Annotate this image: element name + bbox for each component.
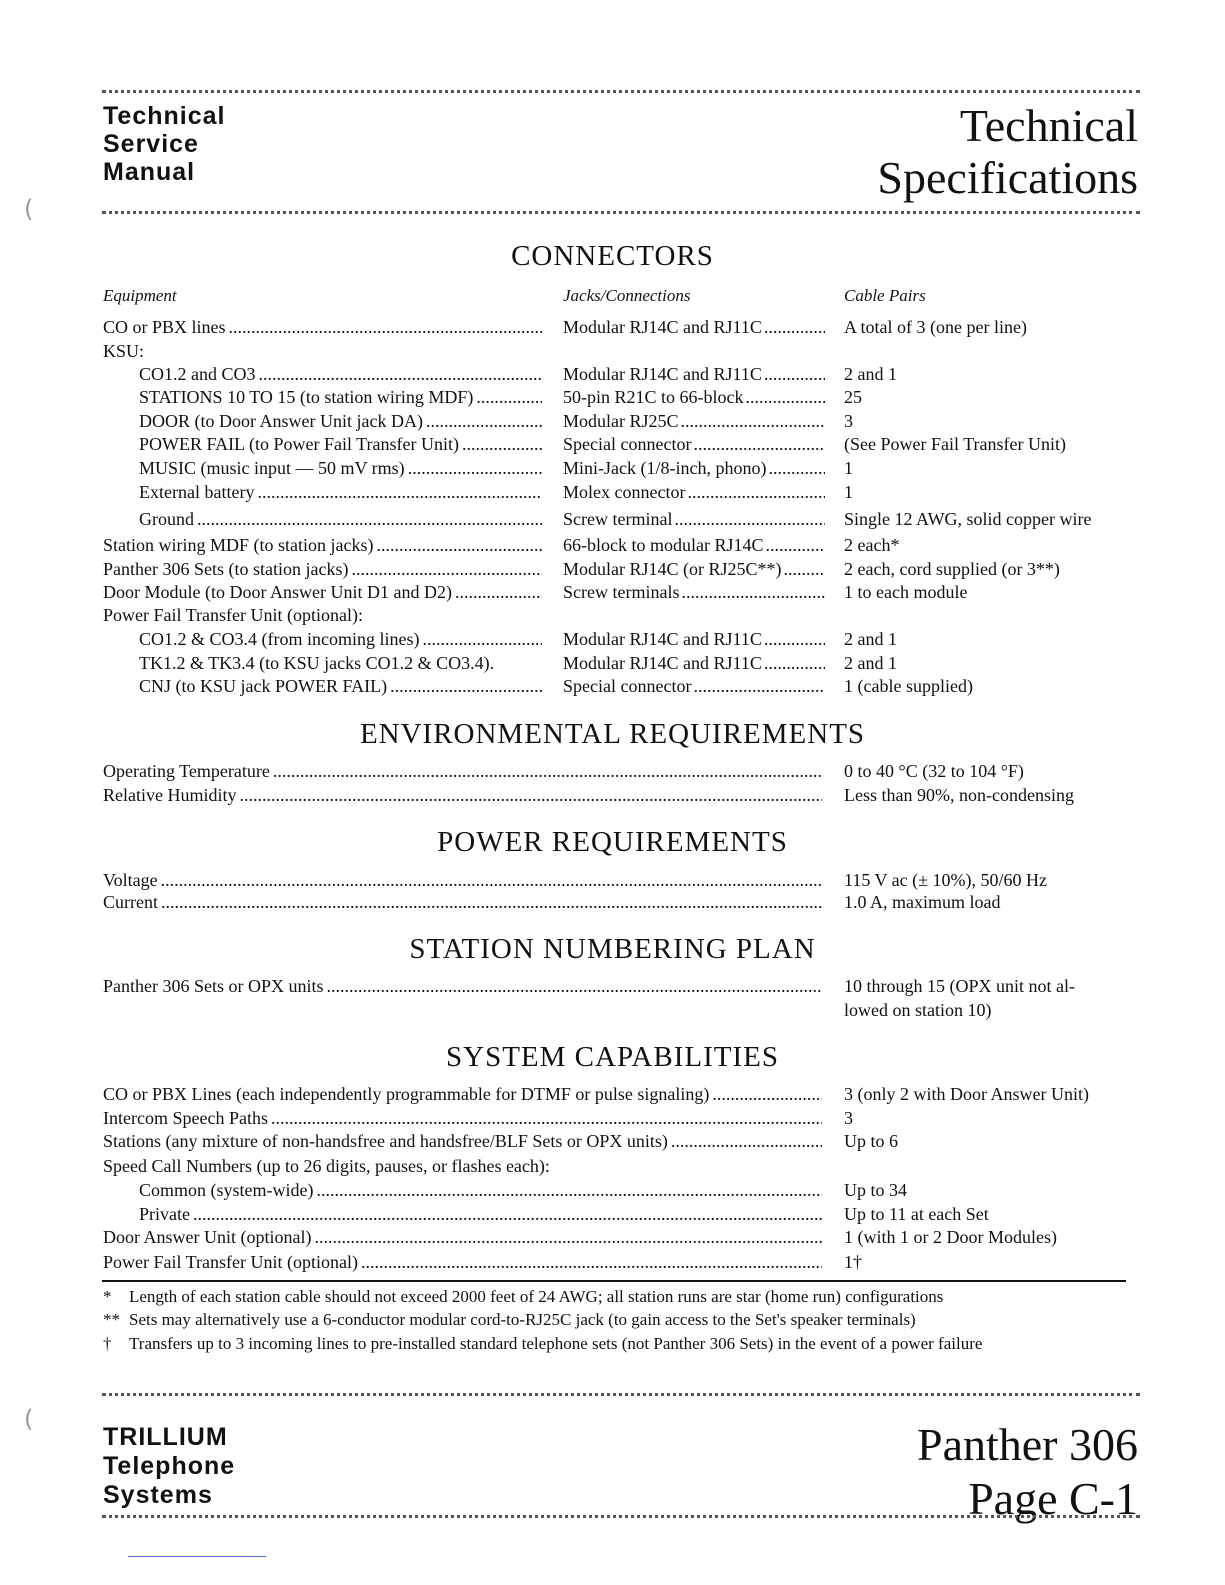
- spec-value: 1 (with 1 or 2 Door Modules): [844, 1227, 1057, 1247]
- footnote-item: [103, 1309, 916, 1331]
- column-header-jacks: Jacks/Connections: [563, 286, 691, 305]
- jack-cell: [563, 481, 825, 504]
- table-row: [0, 760, 1225, 783]
- dot-leader: [193, 1203, 822, 1226]
- row-label: Speed Call Numbers (up to 26 digits, pauses, or flashes each):: [103, 1156, 550, 1176]
- row-label-cell: [139, 363, 542, 386]
- table-row: [0, 975, 1225, 1020]
- cable-pairs: 1 to each module: [844, 582, 968, 602]
- company-name: [103, 1423, 235, 1510]
- jack-label: 50-pin R21C to 66-block: [563, 387, 744, 407]
- jack-label: Modular RJ14C and RJ11C: [563, 629, 762, 649]
- spec-value: Up to 34: [844, 1180, 907, 1200]
- footnote-item: [103, 1333, 982, 1355]
- table-row: [0, 340, 1225, 363]
- manual-title-line: Manual: [103, 158, 196, 186]
- spec-value: 3 (only 2 with Door Answer Unit): [844, 1084, 1089, 1104]
- company-name-line: TRILLIUM: [103, 1423, 228, 1451]
- row-label: KSU:: [103, 341, 145, 361]
- table-row: [0, 675, 1225, 698]
- footnote-mark: **: [103, 1310, 120, 1329]
- company-name-line: Systems: [103, 1481, 213, 1509]
- dot-leader: [764, 316, 825, 339]
- dot-leader: [408, 457, 542, 480]
- row-label: Voltage: [103, 870, 158, 890]
- row-label-cell: [139, 386, 542, 409]
- row-label-cell: [103, 340, 542, 363]
- dot-leader: [712, 1083, 822, 1106]
- jack-cell: [563, 433, 825, 456]
- row-label-cell: [139, 508, 542, 531]
- environmental-heading: ENVIRONMENTAL REQUIREMENTS: [359, 718, 866, 750]
- spec-value: Up to 11 at each Set: [844, 1204, 989, 1224]
- table-row: [0, 1203, 1225, 1226]
- dot-leader: [764, 363, 825, 386]
- jack-cell: [563, 628, 825, 651]
- header-bottom-rule: [102, 211, 1140, 214]
- footnote-rule: [102, 1280, 1126, 1282]
- row-label: Door Answer Unit (optional): [103, 1227, 312, 1247]
- row-label-cell: [103, 534, 542, 557]
- dot-leader: [746, 386, 826, 409]
- dot-leader: [693, 433, 825, 456]
- footnote-mark: †: [103, 1334, 112, 1353]
- jack-cell: [563, 675, 825, 698]
- table-row: [0, 869, 1225, 892]
- dot-leader: [764, 652, 825, 675]
- jack-cell: [563, 534, 825, 557]
- row-label: TK1.2 & TK3.4 (to KSU jacks CO1.2 & CO3.4).: [139, 653, 495, 673]
- row-label-cell: [139, 652, 542, 675]
- jack-cell: [563, 410, 825, 433]
- power-heading: POWER REQUIREMENTS: [437, 826, 788, 858]
- spec-value: Less than 90%, non-condensing: [844, 785, 1074, 805]
- cable-pairs: 2 each*: [844, 535, 900, 555]
- jack-label: Modular RJ14C (or RJ25C**): [563, 559, 782, 579]
- chapter-title-line: Technical: [959, 100, 1138, 151]
- row-label: CO1.2 & CO3.4 (from incoming lines): [139, 629, 420, 649]
- dot-leader: [161, 891, 822, 914]
- cable-pairs: 25: [844, 387, 862, 407]
- cable-pairs: 2 each, cord supplied (or 3**): [844, 559, 1060, 579]
- dot-leader: [687, 481, 825, 504]
- header-top-rule: [102, 90, 1140, 93]
- table-row: [0, 386, 1225, 409]
- table-row: [0, 1179, 1225, 1202]
- row-label: Relative Humidity: [103, 785, 237, 805]
- jack-label: Molex connector: [563, 482, 686, 502]
- footer-bottom-rule: [102, 1515, 1140, 1518]
- row-label-cell: [139, 457, 542, 480]
- dot-leader: [426, 410, 542, 433]
- row-label: MUSIC (music input — 50 mV rms): [139, 458, 405, 478]
- column-header-equipment: Equipment: [103, 286, 177, 305]
- jack-label: Modular RJ14C and RJ11C: [563, 317, 762, 337]
- row-label: Panther 306 Sets or OPX units: [103, 976, 324, 996]
- jack-cell: [563, 386, 825, 409]
- column-header-cable-pairs: Cable Pairs: [844, 286, 926, 305]
- row-label-cell: [103, 1107, 822, 1130]
- table-row: [0, 1251, 1225, 1274]
- table-row: [0, 558, 1225, 581]
- row-label: External battery: [139, 482, 255, 502]
- row-label-cell: [139, 1203, 822, 1226]
- row-label: Power Fail Transfer Unit (optional):: [103, 605, 363, 625]
- scan-edge-line: [128, 1556, 266, 1557]
- spec-value: 0 to 40 °C (32 to 104 °F): [844, 761, 1024, 781]
- table-row: [0, 628, 1225, 651]
- footnote-text: Transfers up to 3 incoming lines to pre-installed standard telephone sets (not Panther 306 Sets) in the event of a power failure: [129, 1334, 983, 1353]
- cable-pairs: 2 and 1: [844, 629, 897, 649]
- row-label-cell: [103, 558, 542, 581]
- capabilities-heading: SYSTEM CAPABILITIES: [446, 1041, 779, 1073]
- manual-title-line: Service: [103, 130, 199, 158]
- chapter-title: [877, 100, 1138, 204]
- row-label: CO or PBX lines: [103, 317, 226, 337]
- dot-leader: [316, 1179, 822, 1202]
- table-row: [0, 534, 1225, 557]
- row-label-cell: [139, 675, 542, 698]
- row-label-cell: [103, 1226, 822, 1249]
- row-label-cell: [139, 1179, 822, 1202]
- table-row: [0, 363, 1225, 386]
- jack-label: Modular RJ25C: [563, 411, 679, 431]
- dot-leader: [161, 869, 822, 892]
- row-label: Power Fail Transfer Unit (optional): [103, 1252, 358, 1272]
- row-label: Stations (any mixture of non-handsfree and handsfree/BLF Sets or OPX units): [103, 1131, 668, 1151]
- dot-leader: [390, 675, 542, 698]
- dot-leader: [314, 1226, 822, 1249]
- dot-leader: [327, 975, 823, 998]
- jack-label: Modular RJ14C and RJ11C: [563, 364, 762, 384]
- table-row: [0, 457, 1225, 480]
- product-page: [917, 1418, 1138, 1526]
- spec-value: Up to 6: [844, 1131, 898, 1151]
- row-label: Door Module (to Door Answer Unit D1 and D2): [103, 582, 452, 602]
- cable-pairs: Single 12 AWG, solid copper wire: [844, 509, 1092, 529]
- row-label-cell: [103, 760, 822, 783]
- row-label: Ground: [139, 509, 194, 529]
- footnote-text: Length of each station cable should not exceed 2000 feet of 24 AWG; all station runs are star (home run) configurations: [129, 1287, 944, 1306]
- row-label-cell: [103, 1083, 822, 1106]
- jack-label: Special connector: [563, 676, 692, 696]
- jack-label: Special connector: [563, 434, 692, 454]
- connectors-heading: CONNECTORS: [511, 240, 714, 272]
- jack-label: Screw terminal: [563, 509, 673, 529]
- table-row: [0, 1130, 1225, 1153]
- jack-cell: [563, 363, 825, 386]
- row-label: Panther 306 Sets (to station jacks): [103, 559, 349, 579]
- footnote-text: Sets may alternatively use a 6-conductor modular cord-to-RJ25C jack (to gain access to the Set's speaker terminals): [129, 1310, 916, 1329]
- table-row: [0, 652, 1225, 675]
- table-row: [0, 433, 1225, 456]
- manual-title: [103, 102, 225, 186]
- dot-leader: [681, 410, 825, 433]
- table-row: [0, 891, 1225, 914]
- cable-pairs: 2 and 1: [844, 364, 897, 384]
- spec-value: 1.0 A, maximum load: [844, 892, 1001, 912]
- table-row: [0, 481, 1225, 504]
- dot-leader: [455, 581, 542, 604]
- cable-pairs: 3: [844, 411, 853, 431]
- row-label: Station wiring MDF (to station jacks): [103, 535, 374, 555]
- row-label-cell: [103, 891, 822, 914]
- numbering-heading: STATION NUMBERING PLAN: [409, 933, 816, 965]
- dot-leader: [271, 1107, 822, 1130]
- jack-cell: [563, 316, 825, 339]
- dot-leader: [766, 534, 826, 557]
- dot-leader: [273, 760, 822, 783]
- jack-cell: [563, 558, 825, 581]
- dot-leader: [784, 558, 825, 581]
- dot-leader: [239, 784, 822, 807]
- table-row: [0, 581, 1225, 604]
- footnote-item: [103, 1286, 943, 1308]
- spec-value: 3: [844, 1108, 853, 1128]
- row-label-cell: [103, 975, 822, 998]
- jack-cell: [563, 581, 825, 604]
- row-label-cell: [103, 869, 822, 892]
- row-label: DOOR (to Door Answer Unit jack DA): [139, 411, 423, 431]
- spec-value: 10 through 15 (OPX unit not al-: [844, 976, 1075, 996]
- dot-leader: [197, 508, 542, 531]
- manual-title-line: Technical: [103, 102, 226, 130]
- jack-cell: [563, 508, 825, 531]
- dot-leader: [376, 534, 542, 557]
- row-label: Private: [139, 1204, 190, 1224]
- binding-mark: (: [24, 1405, 34, 1433]
- cable-pairs: (See Power Fail Transfer Unit): [844, 434, 1066, 454]
- table-row: [0, 410, 1225, 433]
- row-label-cell: [103, 316, 542, 339]
- row-label: STATIONS 10 TO 15 (to station wiring MDF): [139, 387, 474, 407]
- dot-leader: [351, 558, 542, 581]
- table-row: [0, 1226, 1225, 1249]
- footer-top-rule: [102, 1393, 1140, 1396]
- chapter-title-line: Specifications: [877, 152, 1138, 203]
- dot-leader: [257, 481, 542, 504]
- row-label-cell: [103, 784, 822, 807]
- dot-leader: [764, 628, 825, 651]
- table-row: [0, 508, 1225, 531]
- table-row: [0, 604, 1225, 627]
- table-row: [0, 316, 1225, 339]
- table-row: [0, 1155, 1225, 1178]
- company-name-line: Telephone: [103, 1452, 236, 1480]
- cable-pairs: 1: [844, 482, 853, 502]
- row-label: CNJ (to KSU jack POWER FAIL): [139, 676, 388, 696]
- cable-pairs: 2 and 1: [844, 653, 897, 673]
- row-label: CO1.2 and CO3: [139, 364, 256, 384]
- dot-leader: [768, 457, 825, 480]
- product-name: Panther 306: [916, 1419, 1138, 1470]
- dot-leader: [361, 1251, 822, 1274]
- table-row: [0, 784, 1225, 807]
- row-label-cell: [103, 1155, 822, 1178]
- jack-label: 66-block to modular RJ14C: [563, 535, 764, 555]
- row-label: Intercom Speech Paths: [103, 1108, 268, 1128]
- dot-leader: [229, 316, 542, 339]
- footnote-mark: *: [103, 1287, 112, 1306]
- table-row: [0, 1107, 1225, 1130]
- jack-label: Modular RJ14C and RJ11C: [563, 653, 762, 673]
- dot-leader: [681, 581, 825, 604]
- row-label-cell: [103, 581, 542, 604]
- dot-leader: [422, 628, 542, 651]
- row-label-cell: [139, 628, 542, 651]
- spec-value: 115 V ac (± 10%), 50/60 Hz: [844, 870, 1048, 890]
- cable-pairs: 1 (cable supplied): [844, 676, 973, 696]
- dot-leader: [259, 363, 543, 386]
- binding-mark: (: [24, 195, 34, 223]
- dot-leader: [462, 433, 542, 456]
- row-label-cell: [103, 1130, 822, 1153]
- jack-cell: [563, 457, 825, 480]
- row-label: POWER FAIL (to Power Fail Transfer Unit): [139, 434, 459, 454]
- jack-cell: [563, 652, 825, 675]
- dot-leader: [671, 1130, 822, 1153]
- row-label-cell: [139, 481, 542, 504]
- jack-label: Screw terminals: [563, 582, 680, 602]
- cable-pairs: 1: [844, 458, 853, 478]
- row-label-cell: [103, 1251, 822, 1274]
- row-label-cell: [139, 410, 542, 433]
- row-label-cell: [103, 604, 542, 627]
- row-label: Current: [103, 892, 158, 912]
- dot-leader: [476, 386, 542, 409]
- row-label: Operating Temperature: [103, 761, 270, 781]
- dot-leader: [674, 508, 825, 531]
- cable-pairs: A total of 3 (one per line): [844, 317, 1027, 337]
- page-number: Page C-1: [968, 1473, 1138, 1524]
- row-label: CO or PBX Lines (each independently programmable for DTMF or pulse signaling): [103, 1084, 710, 1104]
- spec-value: 1†: [844, 1252, 862, 1272]
- row-label-cell: [139, 433, 542, 456]
- table-row: [0, 1083, 1225, 1106]
- row-label: Common (system-wide): [139, 1180, 314, 1200]
- dot-leader: [693, 675, 825, 698]
- spec-value-continued: lowed on station 10): [844, 1000, 992, 1020]
- jack-label: Mini-Jack (1/8-inch, phono): [563, 458, 767, 478]
